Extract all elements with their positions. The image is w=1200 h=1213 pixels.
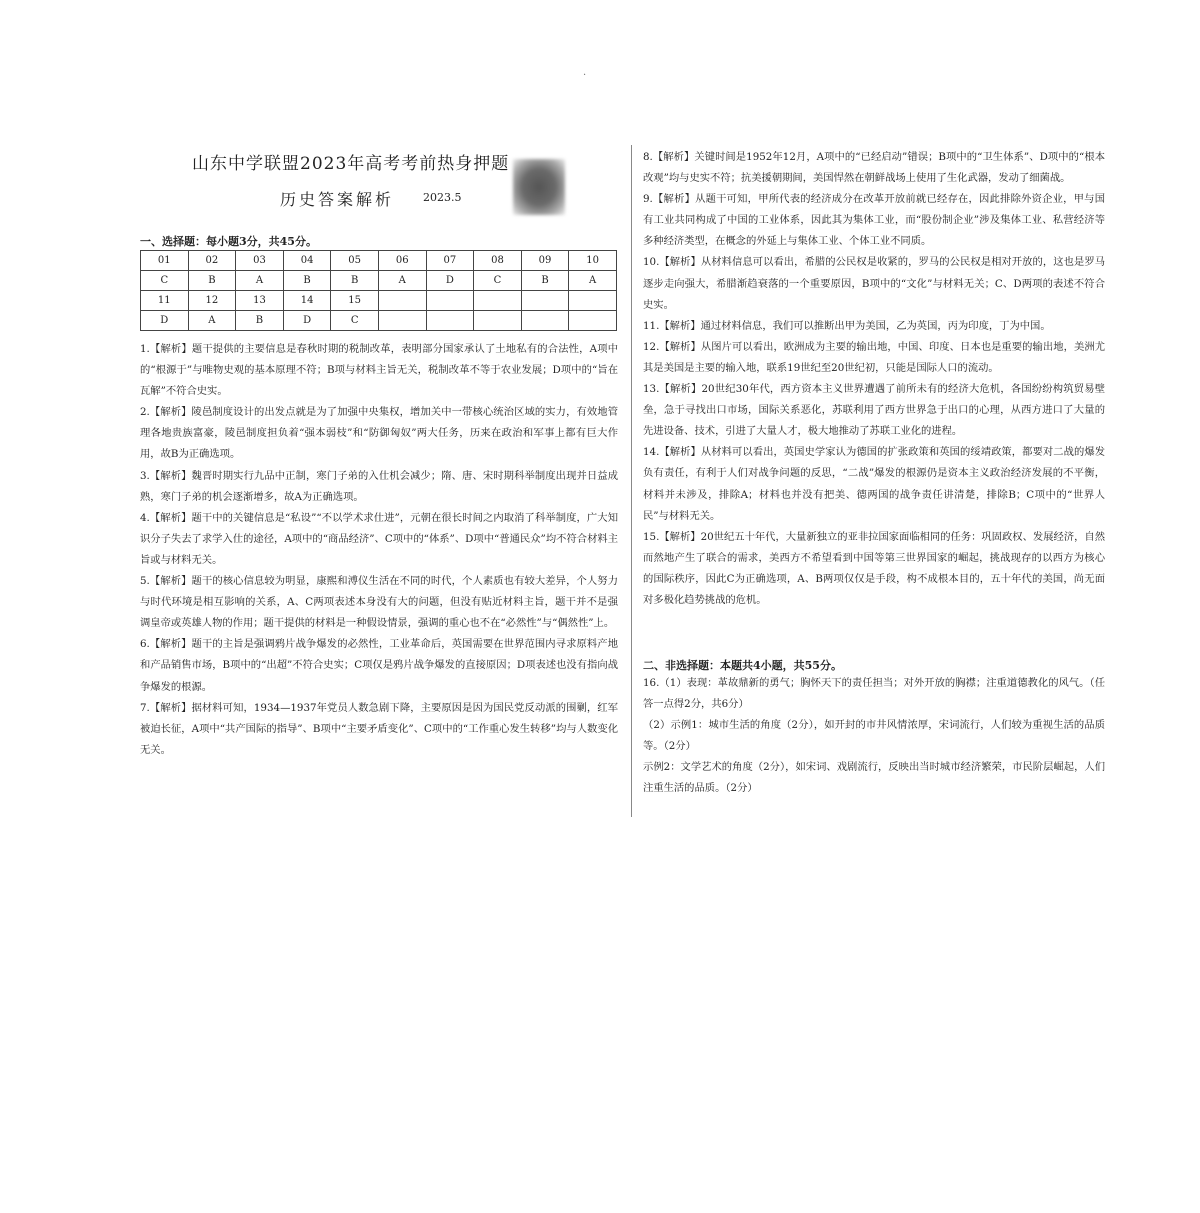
answer-table-cell: B [521, 271, 569, 291]
answer-table-cell: D [426, 271, 474, 291]
explanation-item: 9.【解析】从题干可知，甲所代表的经济成分在改革开放前就已经存在，因此排除外资企业，甲与国有工业共同构成了中国的工业体系，因此其为集体工业，而“股份制企业”涉及集体工业、私营经济等多种经济类型，在概念的外延上与集体工业、个体工业不同质。 [643, 193, 1105, 248]
answer-table-cell [569, 291, 617, 311]
blurred-seal-image [513, 159, 565, 215]
section1-heading: 一、选择题：每小题3分，共45分。 [140, 235, 317, 248]
answer-table-cell [426, 311, 474, 331]
answer-table-cell [378, 291, 426, 311]
answer-table-cell: B [236, 311, 284, 331]
explanations-right [643, 147, 1105, 611]
explanation-item: 15.【解析】20世纪五十年代，大量新独立的亚非拉国家面临相同的任务：巩固政权、发展经济，自然而然地产生了联合的需求，美西方不希望看到中国等第三世界国家的崛起，挑战现存的以西方为核心的国际秩序，因此C为正确选项，A、B两项仅仅是手段，构不成根本目的，五十年代的美国，尚无面对多极化趋势挑战的危机。 [643, 530, 1105, 606]
answer-item: 16.（1）表现：革故鼎新的勇气；胸怀天下的责任担当；对外开放的胸襟；注重道德教化的风气。（任答一点得2分，共6分） [643, 677, 1105, 711]
answer-table-cell: A [569, 271, 617, 291]
answer-table-row [141, 271, 617, 291]
answer-table-cell: B [188, 271, 236, 291]
explanation-item: 4.【解析】题干中的关键信息是“私设”“不以学术求仕进”，元朝在很长时间之内取消了科举制度，广大知识分子失去了求学入仕的途径，A项中的“商品经济”、C项中的“体系”、D项中“普通民众”均不符合材料主旨或与材料无关。 [140, 511, 618, 566]
answer-table-cell: B [331, 271, 379, 291]
answer-table-cell: C [331, 311, 379, 331]
explanation-item: 10.【解析】从材料信息可以看出，希腊的公民权是收紧的，罗马的公民权是相对开放的，这也是罗马逐步走向强大，希腊渐趋衰落的一个重要原因，B项中的“文化”与材料无关；C、D两项的表述不符合史实。 [643, 256, 1105, 311]
answer-item: 示例2：文学艺术的角度（2分），如宋词、戏剧流行，反映出当时城市经济繁荣，市民阶层崛起，人们注重生活的品质。（2分） [643, 761, 1105, 795]
answer-table-cell: 07 [426, 251, 474, 271]
answer-table-cell: C [141, 271, 189, 291]
answer-key-table [140, 250, 617, 331]
answer-table-cell: 01 [141, 251, 189, 271]
explanation-item: 8.【解析】关键时间是1952年12月，A项中的“已经启动”错误；B项中的“卫生体系”、D项中的“根本改观”均与史实不符；抗美援朝期间，美国悍然在朝鲜战场上使用了生化武器，发动了细菌战。 [643, 151, 1105, 185]
answer-table-cell [521, 291, 569, 311]
explanation-item: 12.【解析】从图片可以看出，欧洲成为主要的输出地，中国、印度、日本也是重要的输出地，美洲尤其是美国是主要的输入地，联系19世纪至20世纪初，只能是国际人口的流动。 [643, 340, 1105, 374]
answer-table-cell: A [188, 311, 236, 331]
answer-table-cell: 11 [141, 291, 189, 311]
explanations-left [140, 339, 618, 761]
answer-table-cell: D [141, 311, 189, 331]
answer-table-cell [474, 311, 522, 331]
answer-item: （2）示例1：城市生活的角度（2分），如开封的市井风情浓厚，宋词流行，人们较为重视生活的品质等。（2分） [643, 719, 1105, 753]
answer-table-cell [426, 291, 474, 311]
answer-table-cell: 12 [188, 291, 236, 311]
explanation-item: 6.【解析】题干的主旨是强调鸦片战争爆发的必然性，工业革命后，英国需要在世界范围内寻求原料产地和产品销售市场，B项中的“出超”不符合史实；C项仅是鸦片战争爆发的直接原因；D项表述也没有指向战争爆发的根源。 [140, 638, 618, 693]
answer-table-cell: 14 [283, 291, 331, 311]
explanation-item: 14.【解析】从材料可以看出，英国史学家认为德国的扩张政策和英国的绥靖政策，都要对二战的爆发负有责任，有利于人们对战争问题的反思，“二战”爆发的根源仍是资本主义政治经济发展的不平衡，材料并未涉及，排除A；材料也并没有把美、德两国的战争责任讲清楚，排除B；C项中的“世界人民”与材料无关。 [643, 446, 1105, 522]
explanation-item: 13.【解析】20世纪30年代，西方资本主义世界遭遇了前所未有的经济大危机，各国纷纷构筑贸易壁垒，急于寻找出口市场，国际关系恶化，苏联利用了西方世界急于出口的心理，从西方进口了大量的先进设备、技术，引进了大量人才，极大地推动了苏联工业化的进程。 [643, 383, 1105, 438]
answer-table-cell [521, 311, 569, 331]
explanation-item: 11.【解析】通过材料信息，我们可以推断出甲为美国，乙为英国，丙为印度，丁为中国。 [643, 319, 1051, 332]
doc-title: 山东中学联盟2023年高考考前热身押题 [192, 154, 510, 174]
scan-dot: · [583, 70, 587, 81]
answer-table-row [141, 311, 617, 331]
answer-table-cell: A [236, 271, 284, 291]
answer-table-cell: D [283, 311, 331, 331]
answer-table-row [141, 291, 617, 311]
doc-subtitle: 历史答案解析 [280, 190, 395, 209]
column-divider [631, 145, 632, 817]
answer-table-cell [378, 311, 426, 331]
answer-table-cell: 05 [331, 251, 379, 271]
explanation-item: 2.【解析】陵邑制度设计的出发点就是为了加强中央集权，增加关中一带核心统治区域的实力，有效地管理各地贵族富豪，陵邑制度担负着“强本弱枝”和“防御匈奴”两大任务，历来在政治和军事上都有巨大作用，故B为正确选项。 [140, 406, 618, 461]
explanation-item: 1.【解析】题干提供的主要信息是春秋时期的税制改革，表明部分国家承认了土地私有的合法性，A项中的“根源于”与唯物史观的基本原理不符；B项与材料主旨无关，税制改革不等于农业发展；D项中的“旨在瓦解”不符合史实。 [140, 343, 618, 398]
section2-heading: 二、非选择题：本题共4小题，共55分。 [643, 659, 842, 672]
answer-table-cell: 06 [378, 251, 426, 271]
answer-table-cell: 04 [283, 251, 331, 271]
answer-table-cell: 08 [474, 251, 522, 271]
answer-sheet-page [140, 145, 1105, 817]
answer-table-cell [474, 291, 522, 311]
answer-table-cell: 10 [569, 251, 617, 271]
answer-table-row [141, 251, 617, 271]
doc-date: 2023.5 [423, 191, 462, 204]
answer-table-cell: A [378, 271, 426, 291]
essay-answers [643, 673, 1105, 800]
answer-table-cell [569, 311, 617, 331]
answer-table-cell: C [474, 271, 522, 291]
answer-table-cell: B [283, 271, 331, 291]
answer-table-cell: 13 [236, 291, 284, 311]
explanation-item: 7.【解析】据材料可知，1934—1937年党员人数急剧下降，主要原因是因为国民党反动派的围剿，红军被迫长征，A项中“共产国际的指导”、B项中“主要矛盾变化”、C项中的“工作重心发生转移”均与人数变化无关。 [140, 701, 618, 756]
explanation-item: 5.【解析】题干的核心信息较为明显，康熙和溥仪生活在不同的时代，个人素质也有较大差异，个人努力与时代环境是相互影响的关系，A、C两项表述本身没有大的问题，但没有贴近材料主旨，题干并不是强调皇帝或英雄人物的作用；题干提供的材料是一种假设情景，强调的重心也不在“必然性”与“偶然性”上。 [140, 575, 618, 630]
answer-table-cell: 03 [236, 251, 284, 271]
answer-table-cell: 09 [521, 251, 569, 271]
answer-table-cell: 15 [331, 291, 379, 311]
explanation-item: 3.【解析】魏晋时期实行九品中正制，寒门子弟的入仕机会减少；隋、唐、宋时期科举制度出现并日益成熟，寒门子弟的机会逐渐增多，故A为正确选项。 [140, 469, 618, 503]
answer-table-cell: 02 [188, 251, 236, 271]
